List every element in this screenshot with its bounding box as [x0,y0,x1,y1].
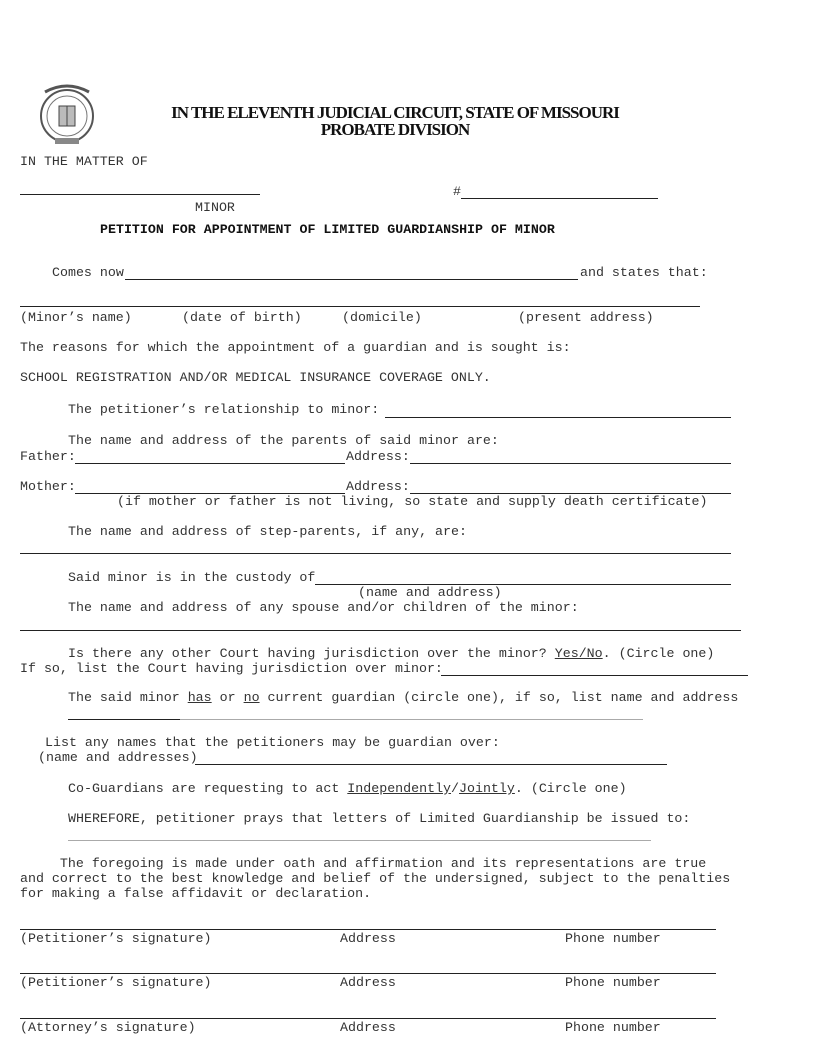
step-parents-field[interactable] [20,553,731,554]
custody-caption: (name and address) [358,585,502,600]
oath-line-1: The foregoing is made under oath and affirmation and its representations are true [20,856,707,871]
minor-info-field[interactable] [20,306,700,307]
co-guardians-text: Co-Guardians are requesting to act Independently/Jointly. (Circle one) [68,781,627,796]
signature-line-3[interactable] [20,1018,716,1019]
spouse-label: The name and address of any spouse and/or children of the minor: [68,600,579,615]
minor-name-caption: (Minor’s name) [20,310,132,325]
jurisdiction-court-field[interactable] [441,675,748,676]
case-number-label: # [453,184,461,199]
mother-label: Mother: [20,479,76,494]
no-choice[interactable]: no [243,690,260,705]
parents-note: (if mother or father is not living, so state and supply death certificate) [117,494,708,509]
father-name-field[interactable] [75,463,345,464]
independently-choice[interactable]: Independently [347,781,452,796]
division-heading: PROBATE DIVISION [320,120,470,139]
names-sublabel: (name and addresses) [38,750,198,765]
jointly-choice[interactable]: Jointly [459,781,515,796]
yes-no-choice[interactable]: Yes/No [554,646,603,661]
relationship-field[interactable] [385,417,731,418]
oath-line-2: and correct to the best knowledge and belief of the undersigned, subject to the penalties [20,871,731,886]
address-caption: Address [340,975,396,990]
step-parents-label: The name and address of step-parents, if any, are: [68,524,467,539]
custody-label: Said minor is in the custody of [68,570,316,585]
oath-line-3: for making a false affidavit or declaration. [20,886,372,901]
names-field[interactable] [195,764,667,765]
current-guardian-field[interactable] [68,719,180,720]
comes-now-label: Comes now [52,265,124,280]
petitioner-name-field[interactable] [125,279,578,280]
attorney-signature-caption: (Attorney’s signature) [20,1020,196,1035]
phone-caption: Phone number [565,1020,661,1035]
father-address-label: Address: [346,449,410,464]
father-label: Father: [20,449,76,464]
wherefore-text: WHEREFORE, petitioner prays that letters of Limited Guardianship be issued to: [68,811,691,826]
minor-name-field[interactable] [20,194,260,195]
reason-value: SCHOOL REGISTRATION AND/OR MEDICAL INSURANCE COVERAGE ONLY. [20,370,491,385]
dob-caption: (date of birth) [182,310,302,325]
address-caption: (present address) [518,310,654,325]
states-that-label: and states that: [580,265,708,280]
mother-address-label: Address: [346,479,410,494]
guardian-question: The said minor has or no current guardian (circle one), if so, list name and address [68,690,739,705]
signature-caption: (Petitioner’s signature) [20,975,212,990]
case-number-field[interactable] [461,198,658,199]
court-heading: IN THE ELEVENTH JUDICIAL CIRCUIT, STATE OF MISSOURI [171,103,619,122]
document-title: PETITION FOR APPOINTMENT OF LIMITED GUARDIANSHIP OF MINOR [100,222,555,237]
father-address-field[interactable] [410,463,731,464]
relationship-label: The petitioner’s relationship to minor: [68,402,380,417]
has-choice[interactable]: has [187,690,212,705]
matter-label: IN THE MATTER OF [20,154,148,169]
jurisdiction-list-label: If so, list the Court having jurisdiction over minor: [20,661,443,676]
reasons-text: The reasons for which the appointment of a guardian and is sought is: [20,340,571,355]
jurisdiction-question: Is there any other Court having jurisdiction over the minor? Yes/No. (Circle one) [68,646,715,661]
spouse-field[interactable] [20,630,741,631]
minor-label: MINOR [195,200,235,215]
phone-caption: Phone number [565,975,661,990]
signature-line-2[interactable] [20,973,716,974]
address-caption: Address [340,1020,396,1035]
names-label: List any names that the petitioners may be guardian over: [45,735,500,750]
current-guardian-field-extension[interactable] [180,719,643,720]
parents-intro: The name and address of the parents of said minor are: [68,433,499,448]
signature-caption: (Petitioner’s signature) [20,931,212,946]
signature-line-1[interactable] [20,929,716,930]
address-caption: Address [340,931,396,946]
phone-caption: Phone number [565,931,661,946]
domicile-caption: (domicile) [342,310,422,325]
issued-to-field[interactable] [68,840,651,841]
